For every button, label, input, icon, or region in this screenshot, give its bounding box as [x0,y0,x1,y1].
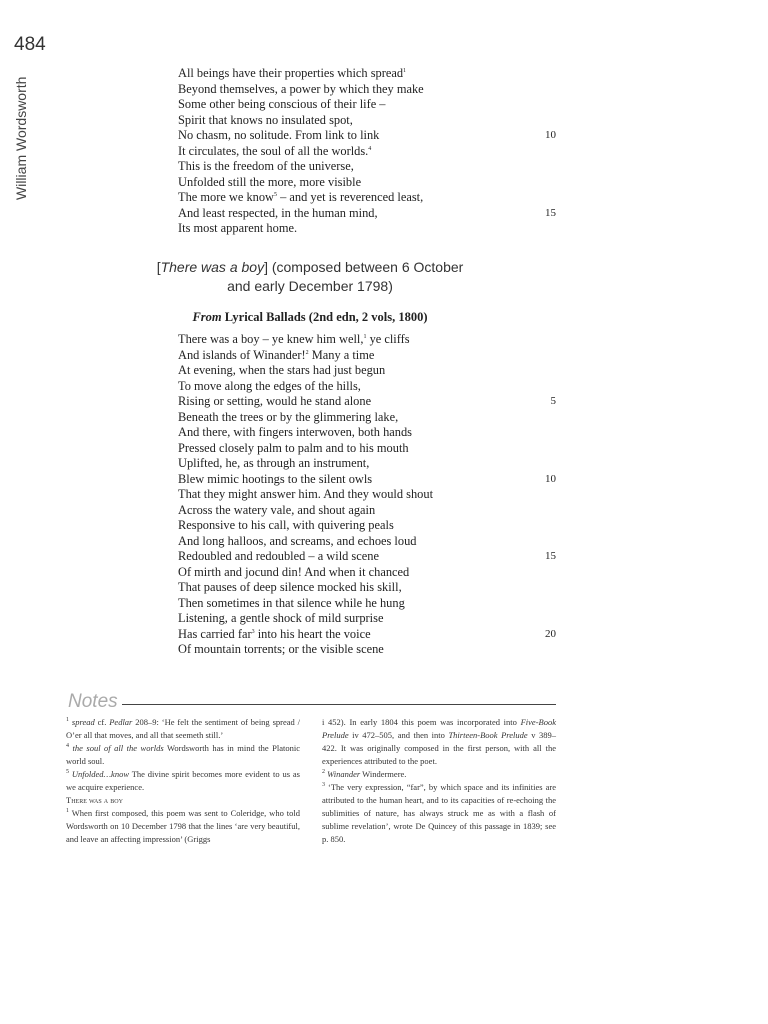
poem-line: And there, with fingers interwoven, both hands [178,425,412,439]
poem-line: And least respected, in the human mind, 15 [178,205,556,220]
notes-column-left [66,716,300,846]
poem-line: There was a boy – ye knew him well,$^1$ ye cliffs [178,332,410,346]
poem-line: At evening, when the stars had just begun [178,363,386,377]
running-head-author: William Wordsworth [13,76,29,200]
page-number: 484 [14,34,46,55]
poem-line: Some other being conscious of their life – [178,97,386,111]
poem-line: That pauses of deep silence mocked his skill, [178,580,402,594]
note-winander: $^2$ Winander Windermere. [322,769,407,779]
footnote-marker: 3 [251,628,255,635]
notes-section-heading: There was a boy [66,795,123,805]
poem-line: Across the watery vale, and shout again [178,502,376,517]
line-number: 5 [550,395,556,407]
poem-line: Responsive to his call, with quivering peals [178,518,394,532]
source-line: From Lyrical Ballads (2nd edn, 2 vols, 1800) [192,310,428,324]
note-far: $^3$ ‘The very expression, “far”, by which space and its infinities are attributed to the human heart, and to its capacities of re-echoing the sublimities of nature, has always struck me as with a flash of sublime revelation’, wrote De Quincey of this passage in 1839; see p. 850. [322,782,556,844]
poem-title: There was a boy [160,259,265,275]
notes-title: Notes [68,691,118,712]
note-spread: $^1$ spread cf. Pedlar 208–9: ‘He felt the sentiment of being spread / O’er all that moves, and all that seemeth still.’ [66,717,301,740]
poem-line: To move along the edges of the hills, [178,378,361,393]
poem-line: Listening, a gentle shock of mild surprise [178,611,384,625]
note-boy-1-continued: i 452). In early 1804 this poem was incorporated into Five-Book Prelude iv 472–505, and then into Thirteen-Book Prelude v 389–422. It was originally composed in the first person, with all the experiences attributed to the poet. [322,717,556,766]
line-number: 15 [545,550,556,562]
poem-line: Rising or setting, would he stand alone 5 [178,394,556,408]
poem-line: All beings have their properties which spread$^1$ [178,66,407,80]
poem-line: The more we know$^5$ – and yet is reverenced least, [178,190,424,204]
poem-line: Of mirth and jocund din! And when it chanced [178,564,410,579]
footnote-marker: 1 [363,333,367,340]
poem-line: Blew mimic hootings to the silent owls 10 [178,471,556,486]
poem-heading-line-1: [There was a boy] (composed between 6 October [156,259,464,275]
poem-line: Then sometimes in that silence while he hung [178,595,405,610]
poem-line: And long halloos, and screams, and echoes loud [178,533,417,548]
poem-line: Redoubled and redoubled – a wild scene 15 [178,549,556,563]
poem-line: Of mountain torrents; or the visible scene [178,642,384,656]
line-number: 10 [545,472,556,485]
notes-column-right [322,716,556,846]
line-number: 20 [545,627,556,640]
poem-there-was-a-boy [178,332,558,658]
poem-line: This is the freedom of the universe, [178,159,354,173]
poem-line: Beneath the trees or by the glimmering lake, [178,409,399,424]
footnote-marker: 2 [305,349,309,356]
note-boy-1: $^1$ When first composed, this poem was sent to Coleridge, who told Wordsworth on 10 December 1798 that the lines ‘are very beautiful, and leave an affecting impression’ (Griggs [66,808,300,844]
footnote-marker: 1 [403,67,407,74]
poem-line: Beyond themselves, a power by which they make [178,81,424,96]
poem-line: Unfolded still the more, more visible [178,174,362,189]
footnote-marker: 5 [274,191,277,198]
line-number: 15 [545,206,556,219]
poem-line: Spirit that knows no insulated spot, [178,112,353,127]
poem-line: Uplifted, he, as through an instrument, [178,456,370,470]
footnote-marker: 4 [368,145,372,152]
poem-line: No chasm, no solitude. From link to link 10 [178,128,556,142]
poem-line: Pressed closely palm to palm and to his mouth [178,440,409,455]
poem-excerpt-1 [178,66,558,237]
poem-line: It circulates, the soul of all the worlds.$^4$ [178,143,372,158]
poem-line: Has carried far$^3$ into his heart the voice 20 [178,626,556,641]
note-unfolded: $^5$ Unfolded…know The divine spirit becomes more evident to us as we acquire experience. [66,769,300,792]
poem-line: And islands of Winander!$^2$ Many a time [178,347,375,362]
poem-heading [140,258,480,296]
note-soul-of-worlds: $^4$ the soul of all the worlds Wordsworth has in mind the Platonic world soul. [66,743,300,766]
notes-divider [122,704,556,705]
poem-line: Its most apparent home. [178,221,298,235]
line-number: 10 [545,129,556,141]
poem-heading-line-2: and early December 1798) [227,278,393,294]
poem-line: That they might answer him. And they would shout [178,487,434,501]
